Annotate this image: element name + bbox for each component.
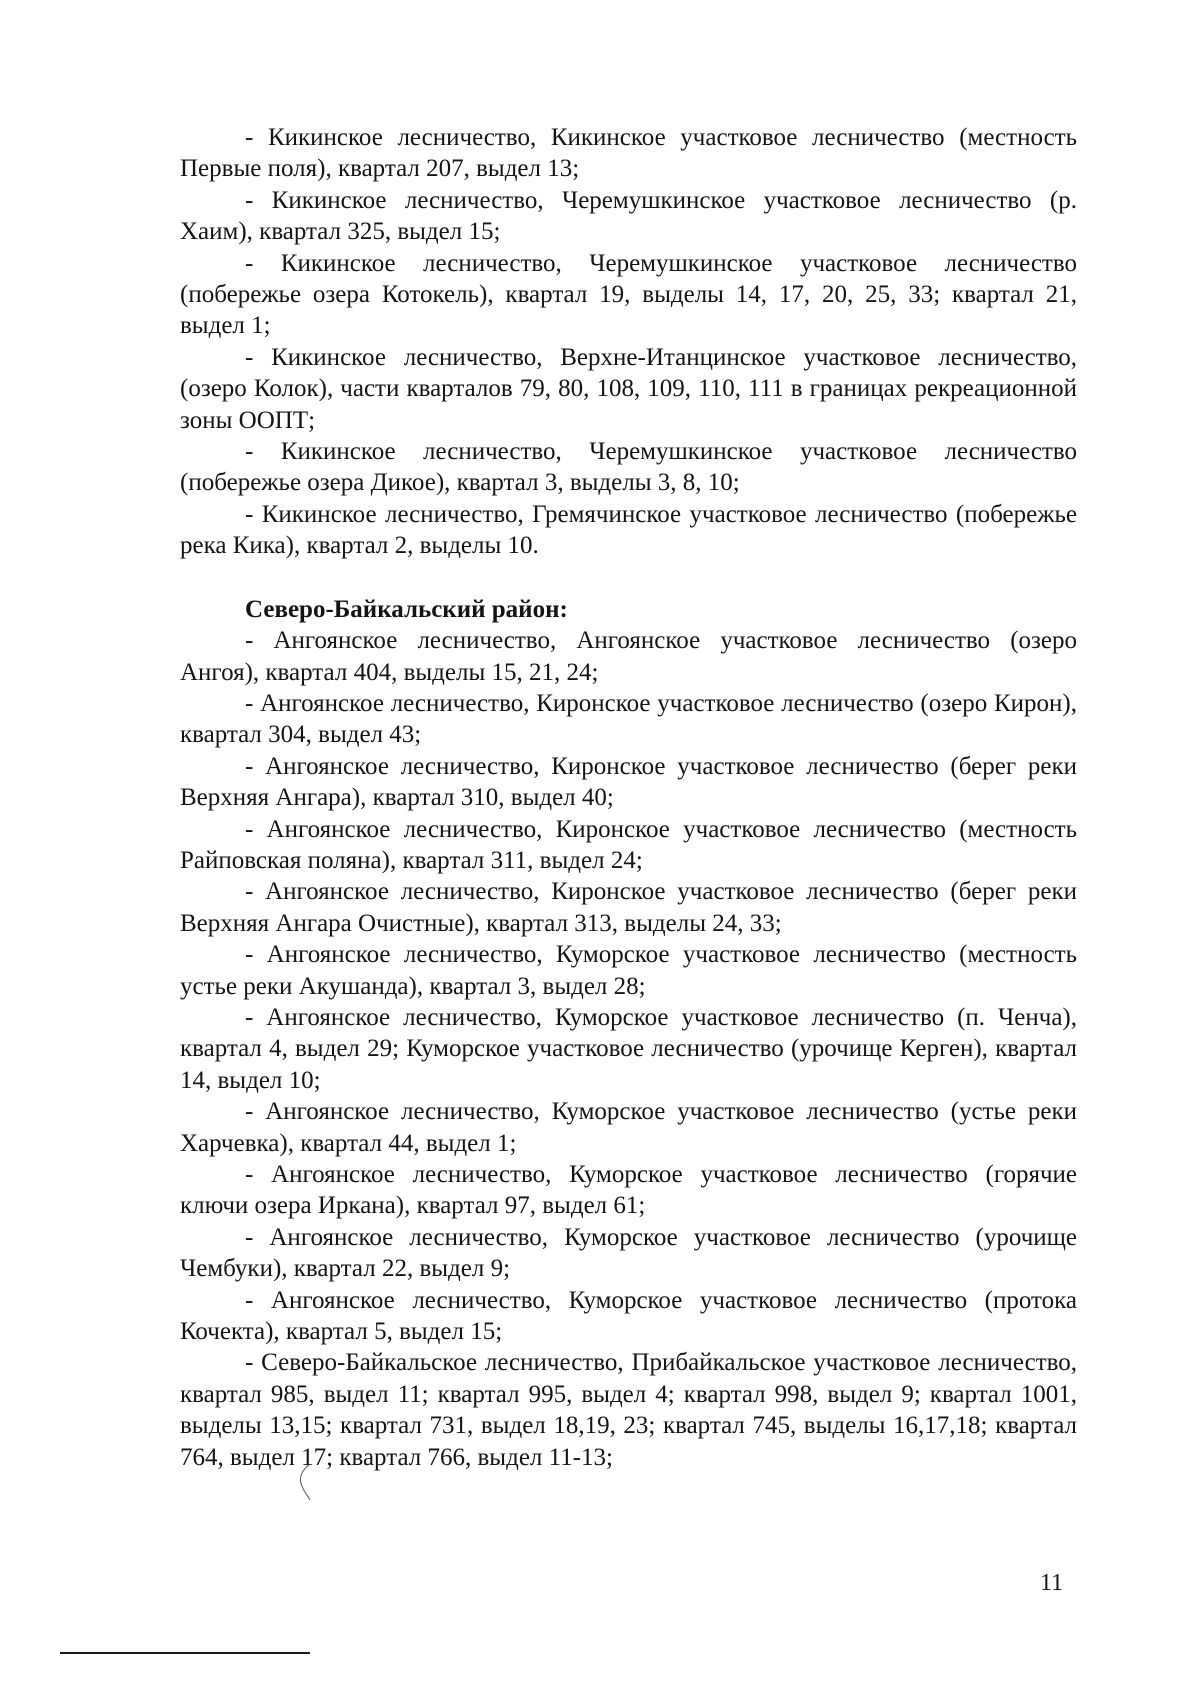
page-number: 11 [1040, 1570, 1064, 1596]
list-item: - Ангоянское лесничество, Куморское участковое лесничество (протока Кочекта), квартал 5, выдел 15; [180, 1286, 1077, 1346]
list-item: - Ангоянское лесничество, Куморское участковое лесничество (п. Ченча), квартал 4, выдел 29; Куморское участковое лесничество (урочище Керген), квартал 14, выдел 10; [180, 1003, 1077, 1094]
list-item: - Кикинское лесничество, Черемушкинское участковое лесничество (побережье озера Дикое), квартал 3, выделы 3, 8, 10; [180, 438, 1077, 497]
list-item: - Ангоянское лесничество, Киронское участковое лесничество (берег реки Верхняя Ангара), квартал 310, выдел 40; [180, 752, 1077, 812]
list-item: - Кикинское лесничество, Черемушкинское участковое лесничество (р. Хаим), квартал 325, выдел 15; [180, 186, 1077, 246]
list-item: - Кикинское лесничество, Черемушкинское участковое лесничество (побережье озера Котокель), квартал 19, выделы 14, 17, 20, 25, 33; квартал 21, выдел 1; [180, 249, 1077, 340]
section-heading: Северо-Байкальский район: [245, 595, 568, 623]
list-item: - Северо-Байкальское лесничество, Прибайкальское участковое лесничество, квартал 985, выдел 11; квартал 995, выдел 4; квартал 998, выдел 9; квартал 1001, выделы 13,15; квартал 731, выдел 18,19, 23; квартал 745, выделы 16,17,18; квартал 764, выдел 17; квартал 766, выдел 11-13; [180, 1349, 1077, 1471]
list-item: - Кикинское лесничество, Кикинское участковое лесничество (местность Первые поля), квартал 207, выдел 13; [180, 124, 1077, 183]
list-item: - Ангоянское лесничество, Куморское участковое лесничество (горячие ключи озера Иркана), квартал 97, выдел 61; [180, 1161, 1077, 1220]
footnote-divider [60, 1652, 310, 1654]
list-item: - Кикинское лесничество, Гремячинское участковое лесничество (побережье река Кика), квартал 2, выделы 10. [180, 500, 1077, 560]
list-item: - Ангоянское лесничество, Куморское участковое лесничество (местность устье реки Акушанда), квартал 3, выдел 28; [180, 941, 1077, 1000]
list-item: - Ангоянское лесничество, Куморское участковое лесничество (устье реки Харчевка), квартал 44, выдел 1; [180, 1098, 1077, 1157]
list-item: - Кикинское лесничество, Верхне-Итанцинское участковое лесничество, (озеро Колок), части кварталов 79, 80, 108, 109, 110, 111 в границах рекреационной зоны ООПТ; [180, 343, 1077, 434]
list-item: - Ангоянское лесничество, Куморское участковое лесничество (урочище Чембуки), квартал 22, выдел 9; [180, 1223, 1077, 1283]
document-body [180, 122, 1077, 1473]
list-item: - Ангоянское лесничество, Киронское участковое лесничество (берег реки Верхняя Ангара Очистные), квартал 313, выделы 24, 33; [180, 878, 1077, 937]
list-item: - Ангоянское лесничество, Ангоянское участковое лесничество (озеро Ангоя), квартал 404, выделы 15, 21, 24; [180, 627, 1077, 686]
list-item: - Ангоянское лесничество, Киронское участковое лесничество (местность Райповская поляна), квартал 311, выдел 24; [180, 815, 1077, 874]
list-item: - Ангоянское лесничество, Киронское участковое лесничество (озеро Кирон), квартал 304, выдел 43; [180, 689, 1077, 749]
scan-artifact [296, 1462, 314, 1502]
